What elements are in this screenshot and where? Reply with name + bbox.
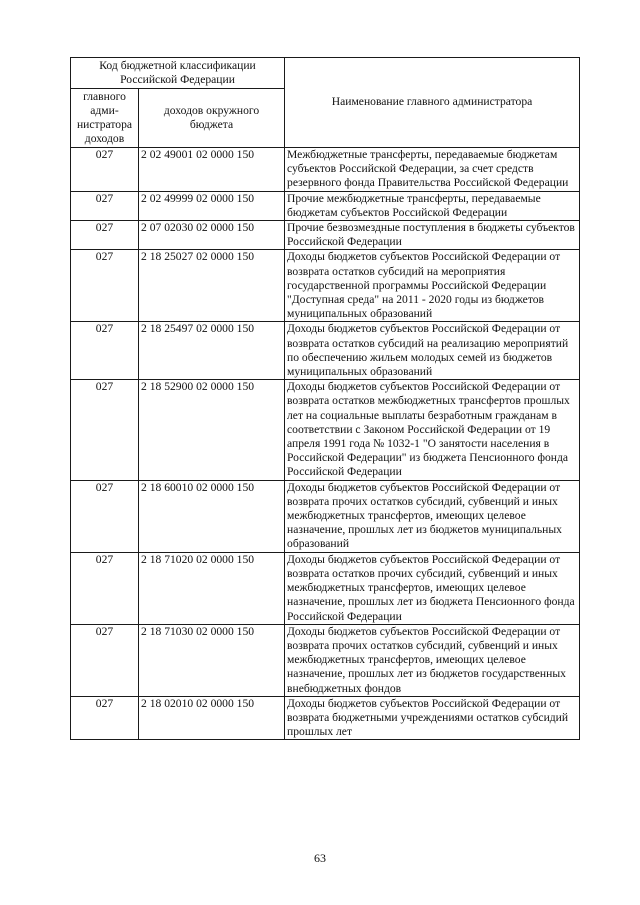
income-name-cell: Доходы бюджетов субъектов Российской Федерации от возврата прочих остатков субсидий, субвенций и иных межбюджетных трансфертов, имеющих целевое назначение, прошлых лет из бюджетов муниципальных образований — [285, 480, 580, 552]
header-district-budget-income: доходов окружного бюджета — [139, 89, 285, 148]
budget-code-cell: 2 18 71030 02 0000 150 — [139, 624, 285, 696]
budget-code-cell: 2 18 25027 02 0000 150 — [139, 250, 285, 322]
table-row — [71, 148, 580, 192]
budget-code-cell: 2 18 60010 02 0000 150 — [139, 480, 285, 552]
admin-code-cell: 027 — [71, 250, 139, 322]
budget-code-cell: 2 02 49999 02 0000 150 — [139, 191, 285, 220]
admin-code-cell: 027 — [71, 380, 139, 480]
admin-code-cell: 027 — [71, 221, 139, 250]
admin-code-cell: 027 — [71, 148, 139, 192]
income-name-cell: Доходы бюджетов субъектов Российской Федерации от возврата остатков прочих субсидий, субвенций и иных межбюджетных трансфертов, имеющих целевое назначение, прошлых лет из бюджета Пенсионного фонда Российской Федерации — [285, 552, 580, 624]
income-name-cell: Прочие межбюджетные трансферты, передаваемые бюджетам субъектов Российской Федерации — [285, 191, 580, 220]
table-row — [71, 696, 580, 740]
income-name-cell: Доходы бюджетов субъектов Российской Федерации от возврата прочих остатков субсидий, субвенций и иных межбюджетных трансфертов, имеющих целевое назначение, прошлых лет из бюджетов государственных внебюджетных фондов — [285, 624, 580, 696]
budget-classification-table — [70, 57, 580, 740]
budget-code-cell: 2 02 49001 02 0000 150 — [139, 148, 285, 192]
budget-code-cell: 2 18 25497 02 0000 150 — [139, 322, 285, 380]
income-name-cell: Доходы бюджетов субъектов Российской Федерации от возврата остатков межбюджетных трансфертов прошлых лет на социальные выплаты безработным гражданам в соответствии с Законом Российской Федерации от 19 апреля 1991 года № 1032-1 "О занятости населения в Российской Федерации" из бюджета Пенсионного фонда Российской Федерации — [285, 380, 580, 480]
income-name-cell: Доходы бюджетов субъектов Российской Федерации от возврата остатков субсидий на мероприятия государственной программы Российской Федерации "Доступная среда" на 2011 - 2020 годы из бюджетов муниципальных образований — [285, 250, 580, 322]
budget-code-cell: 2 18 02010 02 0000 150 — [139, 696, 285, 740]
table-row — [71, 322, 580, 380]
table-row — [71, 480, 580, 552]
admin-code-cell: 027 — [71, 552, 139, 624]
admin-code-cell: 027 — [71, 191, 139, 220]
table-row — [71, 250, 580, 322]
admin-code-cell: 027 — [71, 322, 139, 380]
admin-code-cell: 027 — [71, 696, 139, 740]
table-body — [71, 148, 580, 740]
budget-code-cell: 2 18 52900 02 0000 150 — [139, 380, 285, 480]
budget-code-cell: 2 07 02030 02 0000 150 — [139, 221, 285, 250]
table-row — [71, 624, 580, 696]
income-name-cell: Прочие безвозмездные поступления в бюджеты субъектов Российской Федерации — [285, 221, 580, 250]
table-row — [71, 191, 580, 220]
income-name-cell: Доходы бюджетов субъектов Российской Федерации от возврата остатков субсидий на реализацию мероприятий по обеспечению жильем молодых семей из бюджетов муниципальных образований — [285, 322, 580, 380]
income-name-cell: Межбюджетные трансферты, передаваемые бюджетам субъектов Российской Федерации, за счет средств резервного фонда Правительства Российской Федерации — [285, 148, 580, 192]
admin-code-cell: 027 — [71, 480, 139, 552]
header-administrator-name: Наименование главного администратора — [285, 58, 580, 148]
admin-code-cell: 027 — [71, 624, 139, 696]
header-classification-code: Код бюджетной классификации Российской Федерации — [71, 58, 285, 89]
table-row — [71, 380, 580, 480]
table-row — [71, 221, 580, 250]
budget-code-cell: 2 18 71020 02 0000 150 — [139, 552, 285, 624]
table-row — [71, 552, 580, 624]
income-name-cell: Доходы бюджетов субъектов Российской Федерации от возврата бюджетными учреждениями остатков субсидий прошлых лет — [285, 696, 580, 740]
page-number: 63 — [314, 851, 326, 865]
header-chief-administrator: главного адми-нистратора доходов — [71, 89, 139, 148]
